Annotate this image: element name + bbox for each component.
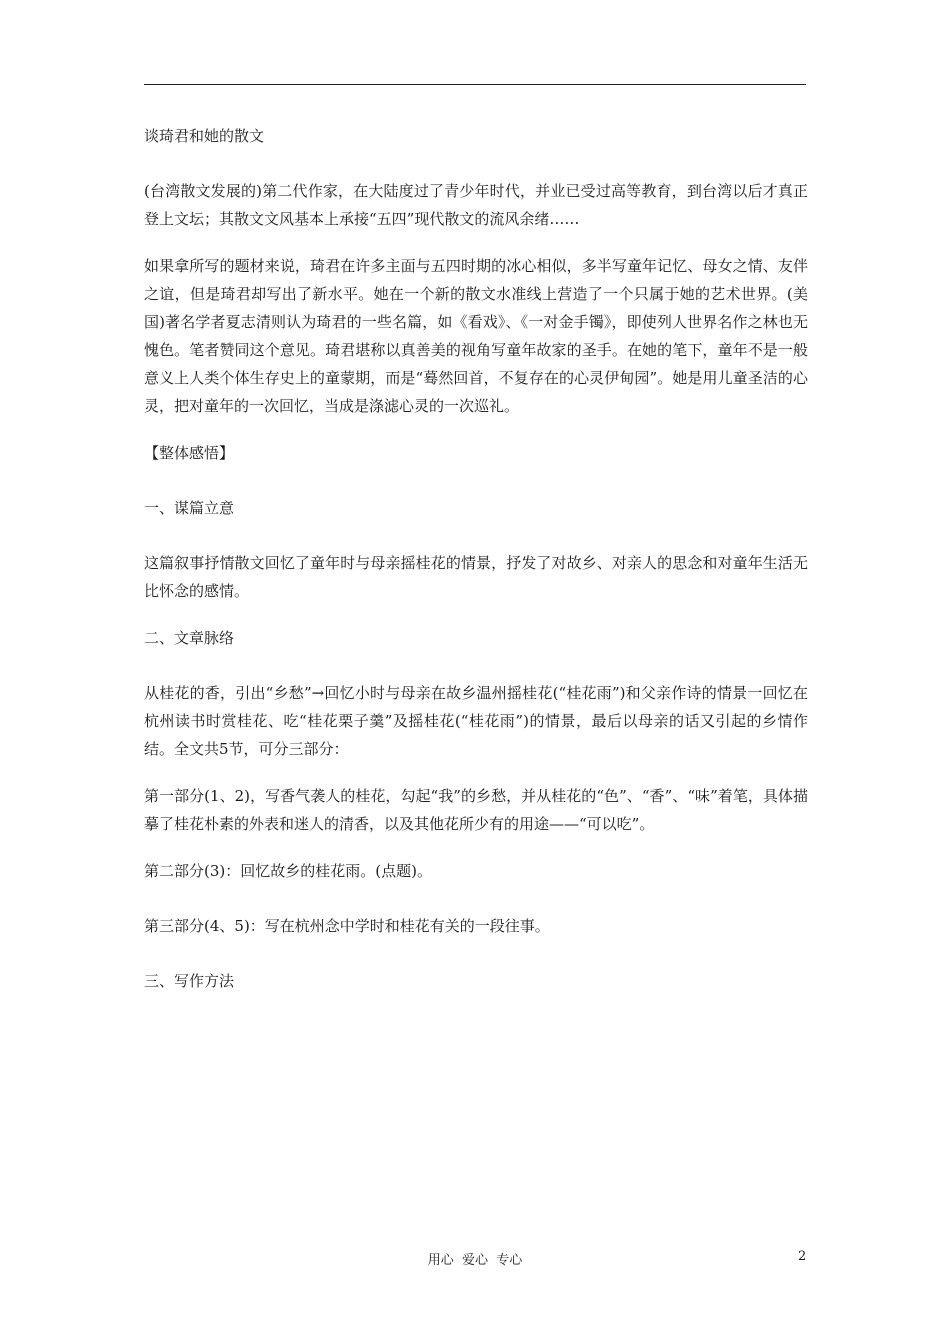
subsection-title-3: 三、写作方法: [144, 972, 235, 990]
document-title: 谈琦君和她的散文: [144, 127, 265, 145]
subsection-text-1: 这篇叙事抒情散文回忆了童年时与母亲摇桂花的情景，抒发了对故乡、对亲人的思念和对童年生活无比怀念的感情。: [144, 554, 808, 600]
part-2-text: 第二部分(3)：回忆故乡的桂花雨。(点题)。: [144, 862, 432, 880]
part-1-text: 第一部分(1、2)，写香气袭人的桂花，勾起“我”的乡愁，并从桂花的“色”、“香”、“味”着笔，具体描摹了桂花朴素的外表和迷人的清香，以及其他花所少有的用途——“可以吃”。: [144, 787, 808, 833]
header-rule: [144, 84, 806, 85]
part-3-text: 第三部分(4、5)：写在杭州念中学时和桂花有关的一段往事。: [144, 917, 550, 935]
page-footer: [0, 1249, 950, 1269]
subsection-text-2: 从桂花的香，引出“乡愁”→回忆小时与母亲在故乡温州摇桂花(“桂花雨”)和父亲作诗的情景一回忆在杭州读书时赏桂花、吃“桂花栗子羹”及摇桂花(“桂花雨”)的情景，最后以母亲的话又引起的乡情作结。全文共5节，可分三部分：: [144, 684, 808, 758]
analysis-paragraph: 如果拿所写的题材来说，琦君在许多主面与五四时期的冰心相似，多半写童年记忆、母女之情、友伴之谊，但是琦君却写出了新水平。她在一个新的散文水准线上营造了一个只属于她的艺术世界。(美国)著名学者夏志清则认为琦君的一些名篇，如《看戏》、《一对金手镯》，即使列人世界名作之林也无愧色。笔者赞同这个意见。琦君堪称以真善美的视角写童年故家的圣手。在她的笔下，童年不是一般意义上人类个体生存史上的童蒙期，而是“蓦然回首，不复存在的心灵伊甸园”。她是用儿童圣洁的心灵，把对童年的一次回忆，当成是涤滤心灵的一次巡礼。: [144, 257, 808, 415]
document-body: [144, 122, 808, 1022]
footer-motto: 用心 爱心 专心: [427, 1253, 523, 1268]
section-heading: 【整体感悟】: [144, 444, 235, 462]
subsection-title-1: 一、谋篇立意: [144, 499, 235, 517]
page-number: 2: [798, 1249, 807, 1264]
subsection-title-2: 二、文章脉络: [144, 629, 235, 647]
intro-paragraph: (台湾散文发展的)第二代作家，在大陆度过了青少年时代，并业已受过高等教育，到台湾以后才真正登上文坛；其散文文风基本上承接“五四”现代散文的流风余绪……: [144, 182, 808, 228]
